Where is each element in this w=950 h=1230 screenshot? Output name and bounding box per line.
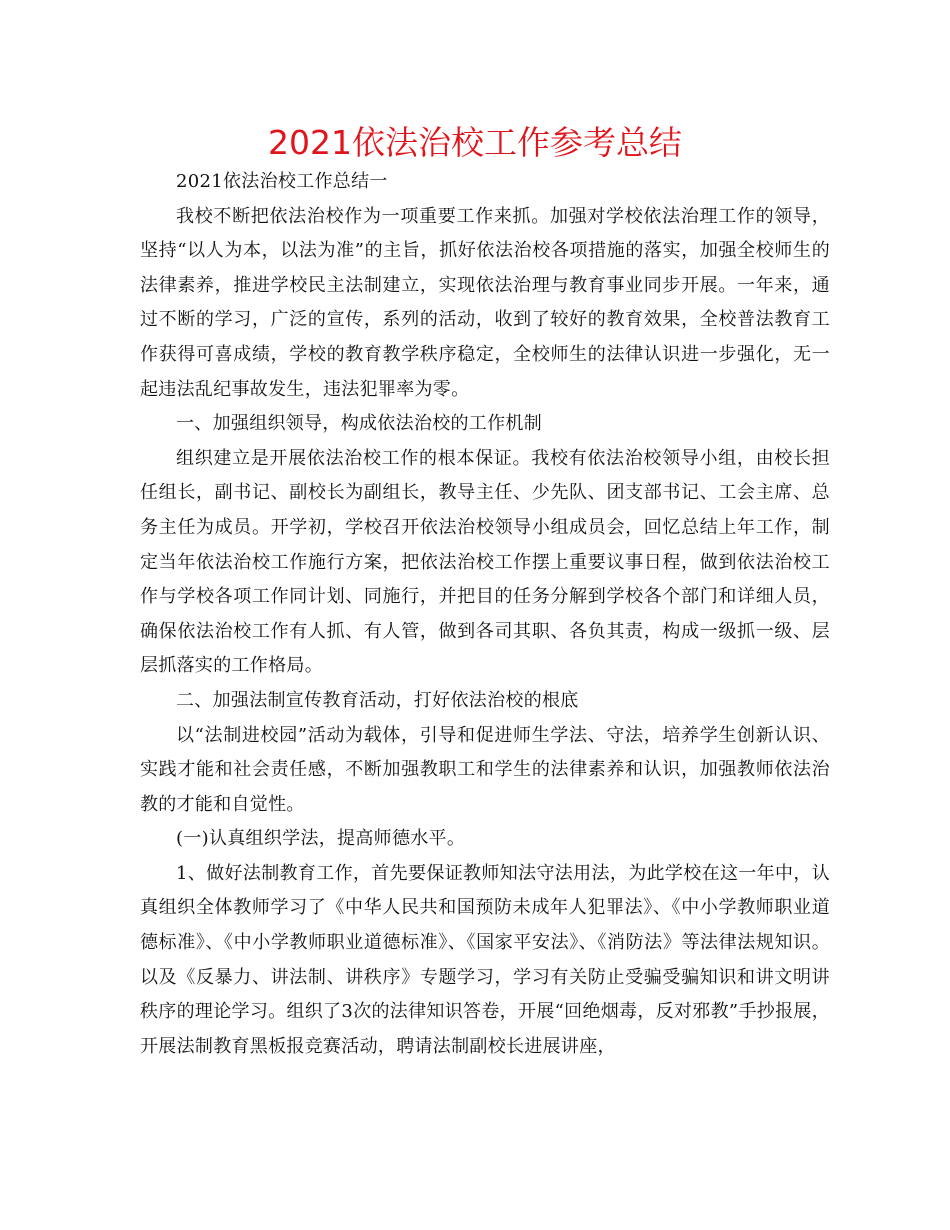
document-body: [140, 165, 830, 1064]
section-heading-2: 二、加强法制宣传教育活动，打好依法治校的根底: [176, 689, 579, 711]
subsection-heading-1: (一)认真组织学法，提高师德水平。: [176, 828, 466, 850]
subsection-1-paragraph: 1、做好法制教育工作，首先要保证教师知法守法用法，为此学校在这一年中，认真组织全体教师学习了《中华人民共和国预防未成年人犯罪法》、《中小学教师职业道德标准》、《中小学教师职业道德标准》、《国家平安法》、《消防法》等法律法规知识。以及《反暴力、讲法制、讲秩序》专题学习，学习有关防止受骗受骗知识和讲文明讲秩序的理论学习。组织了3次的法律知识答卷，开展“回绝烟毒，反对邪教”手抄报展，开展法制教育黑板报竞赛活动，聘请法制副校长进展讲座，: [140, 862, 830, 1057]
intro-paragraph: 我校不断把依法治校作为一项重要工作来抓。加强对学校依法治理工作的领导，坚持“以人为本，以法为准”的主旨，抓好依法治校各项措施的落实，加强全校师生的法律素养，推进学校民主法制建立，实现依法治理与教育事业同步开展。一年来，通过不断的学习，广泛的宣传，系列的活动，收到了较好的教育效果，全校普法教育工作获得可喜成绩，学校的教育教学秩序稳定，全校师生的法律认识进一步强化，无一起违法乱纪事故发生，违法犯罪率为零。: [140, 205, 830, 400]
section-2-paragraph: 以“法制进校园”活动为载体，引导和促进师生学法、守法，培养学生创新认识、实践才能和社会责任感，不断加强教职工和学生的法律素养和认识，加强教师依法治教的才能和自觉性。: [140, 724, 830, 815]
section-heading-1: 一、加强组织领导，构成依法治校的工作机制: [176, 413, 542, 435]
section-1-paragraph: 组织建立是开展依法治校工作的根本保证。我校有依法治校领导小组，由校长担任组长，副书记、副校长为副组长，教导主任、少先队、团支部书记、工会主席、总务主任为成员。开学初，学校召开依法治校领导小组成员会，回忆总结上年工作，制定当年依法治校工作施行方案，把依法治校工作摆上重要议事日程，做到依法治校工作与学校各项工作同计划、同施行，并把目的任务分解到学校各个部门和详细人员，确保依法治校工作有人抓、有人管，做到各司其职、各负其责，构成一级抓一级、层层抓落实的工作格局。: [140, 447, 830, 677]
document-title: 2021依法治校工作参考总结: [268, 123, 682, 162]
subtitle-paragraph: 2021依法治校工作总结一: [176, 171, 388, 192]
